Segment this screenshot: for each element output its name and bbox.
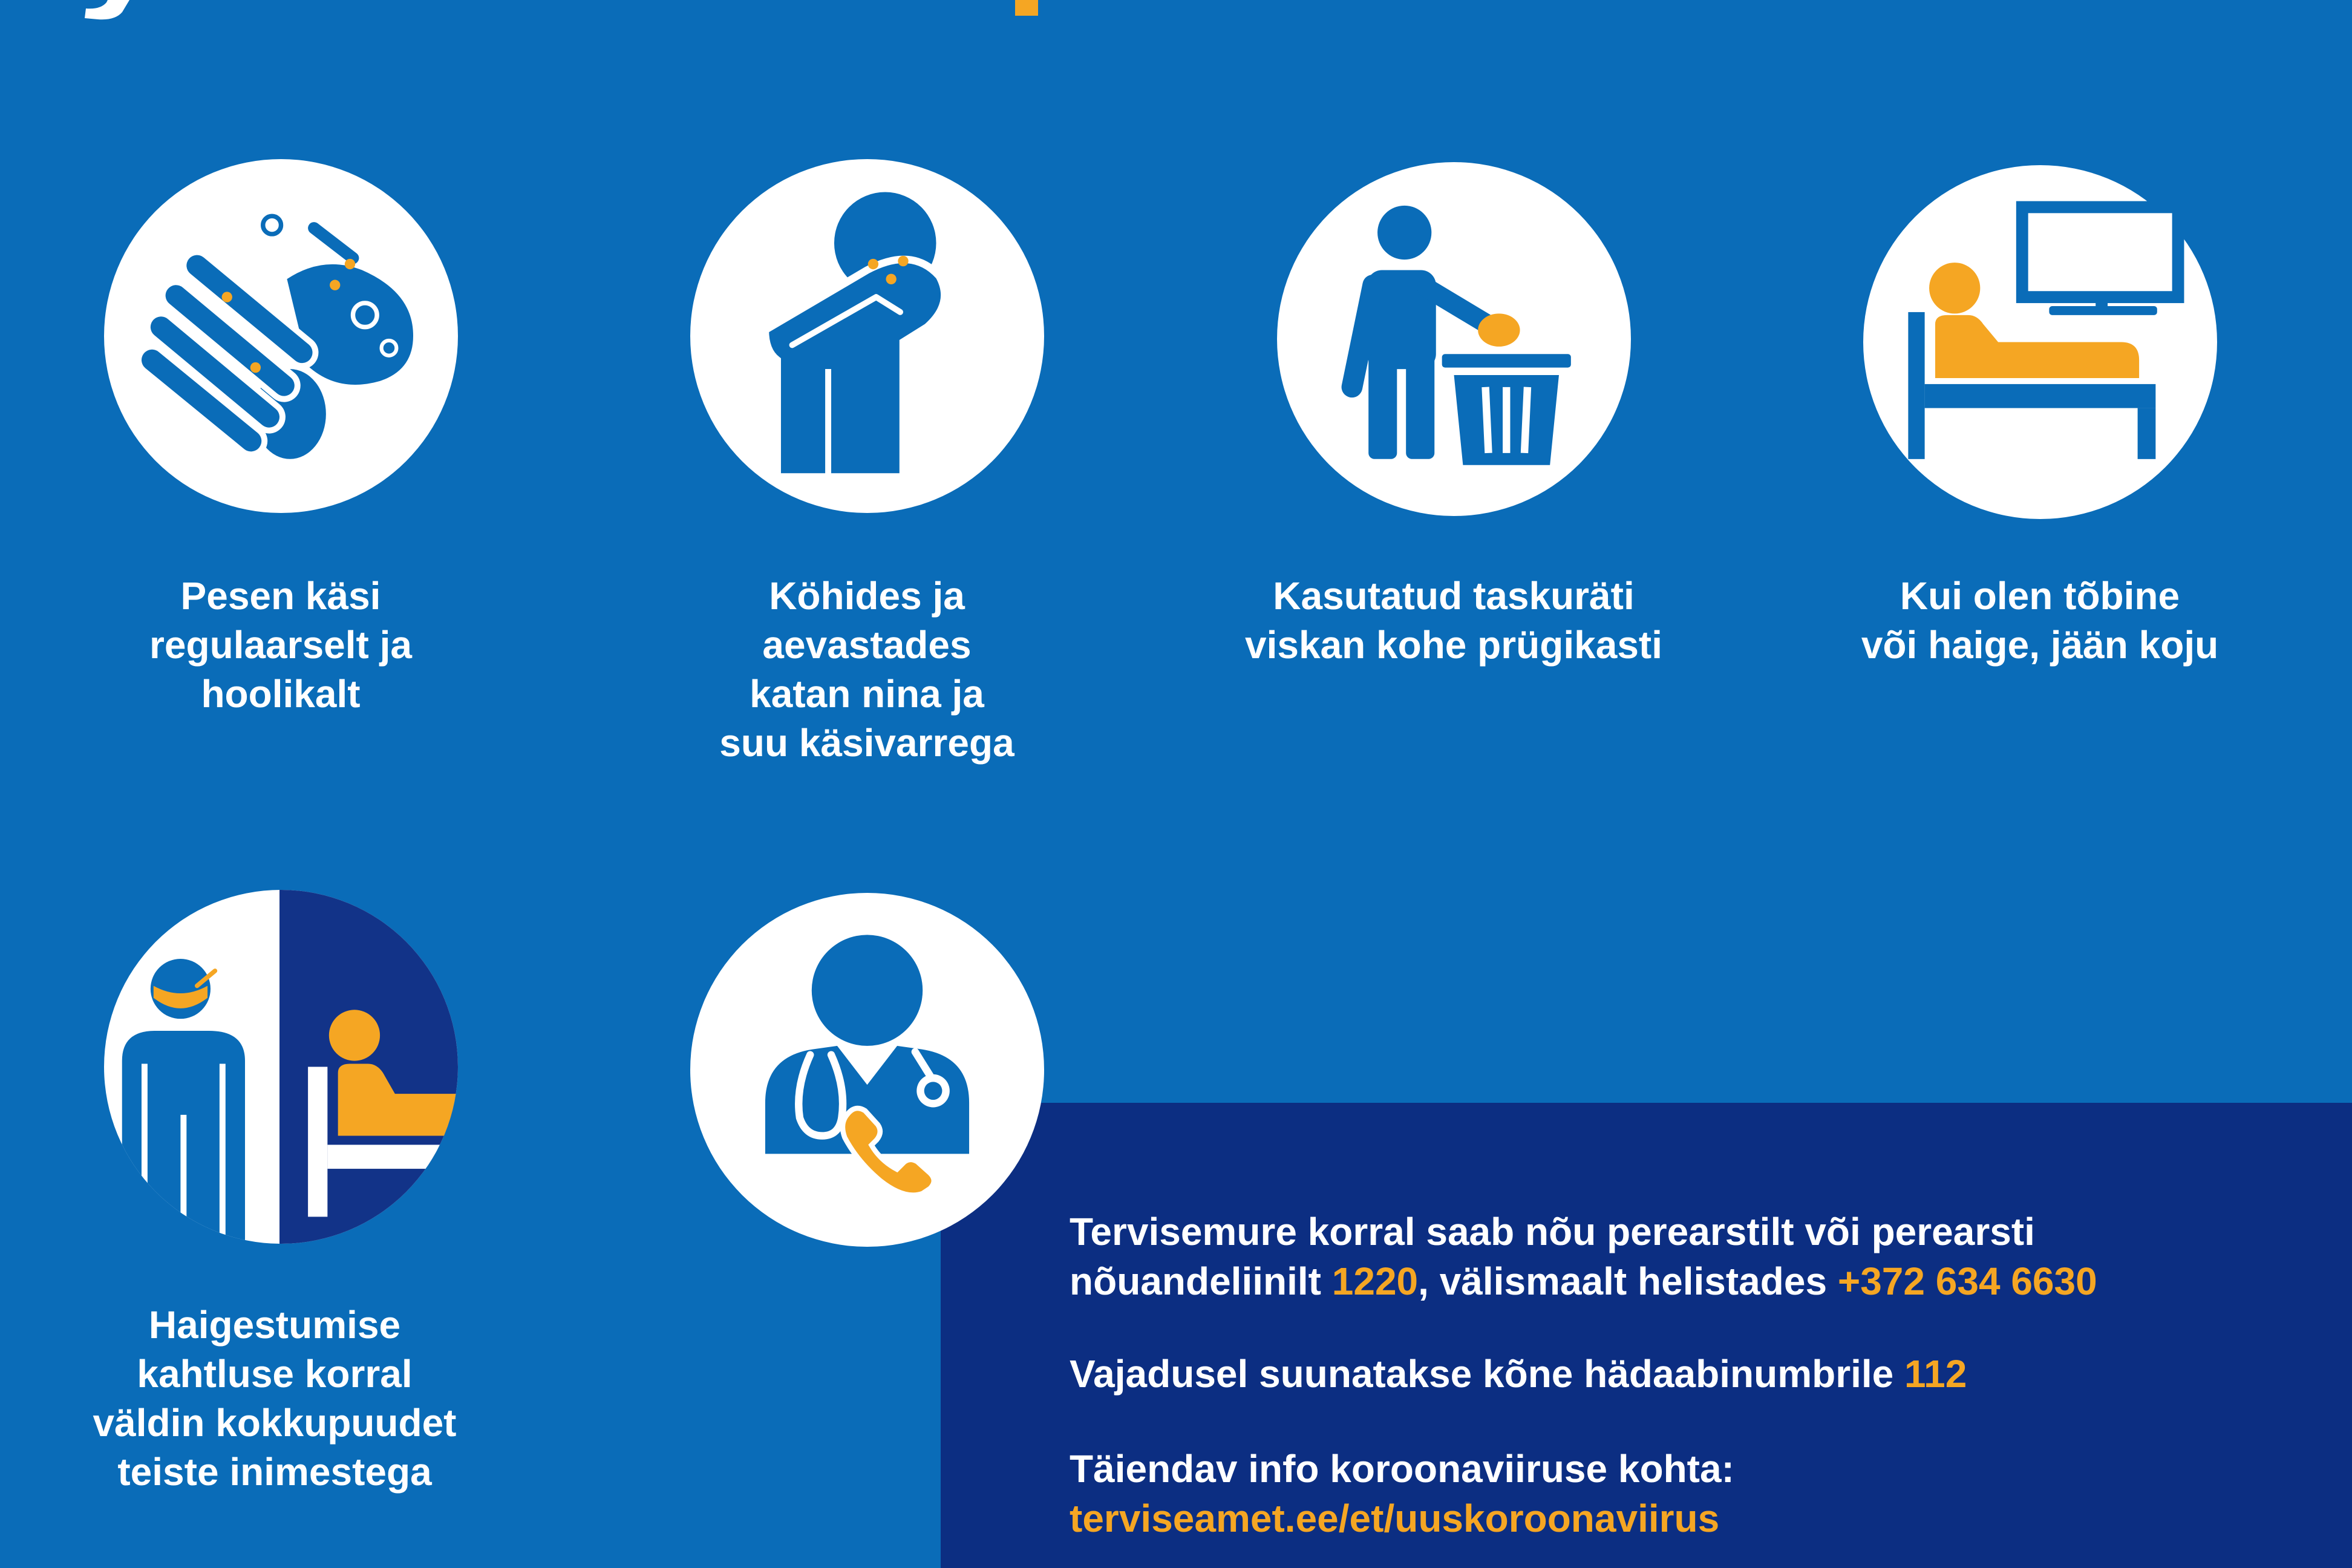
caption-line: teiste inimestega [117,1450,432,1494]
info-line-emergency [1070,1349,1967,1399]
caption-line: aevastades [762,623,972,667]
tip-caption-stay-home [1768,572,2312,670]
info-text: Vajadusel suunatakse kõne hädaabinumbrile [1070,1352,1905,1396]
caption-line: kahtluse korral [137,1352,413,1396]
caption-line: hoolikalt [201,672,361,716]
caption-line: Pesen käsi [180,574,381,618]
info-text: , välismaalt helistades [1418,1259,1838,1303]
tip-caption-sneeze [595,572,1139,768]
caption-line: katan nina ja [750,672,984,716]
tip-caption-tissue [1181,572,1726,670]
tissue-bin-circle [1277,162,1631,516]
avoid-contact-circle [104,890,458,1244]
sneeze-circle [690,159,1044,513]
info-line-advice: Tervisemure korral saab nõu perearstilt või perearsti [1070,1210,2035,1253]
caption-line: suu käsivarrega [719,721,1014,765]
caption-line: Kui olen tõbine [1900,574,2180,618]
info-link: terviseamet.ee/et/uuskoroonaviirus [1070,1497,1720,1540]
caption-line: või haige, jään koju [1861,623,2219,667]
abroad-phone-number: +372 634 6630 [1837,1259,2097,1303]
hotline-number: 1220 [1331,1259,1419,1303]
stay-home-circle [1863,165,2217,519]
caption-line: regulaarselt ja [149,623,412,667]
emergency-number: 112 [1904,1352,1967,1396]
info-text: nõuandeliinilt [1070,1259,1332,1303]
caption-line: viskan kohe prügikasti [1244,623,1663,667]
cropped-title-fragment [0,0,1089,24]
tip-caption-avoid-contact [2,1301,547,1497]
info-line-hotline [1070,1256,2097,1306]
caption-line: Köhides ja [769,574,965,618]
caption-line: Kasutatud taskuräti [1273,574,1635,618]
tip-caption-hand-washing [8,572,553,719]
info-line-more-info: Täiendav info koroonaviiruse kohta: [1070,1447,1734,1491]
avoid-contact-icon [104,890,458,1244]
caption-line: väldin kokkupuudet [93,1401,457,1445]
caption-line: Haigestumise [148,1303,401,1347]
doctor-phone-circle [690,893,1044,1247]
hand-washing-circle [104,159,458,513]
